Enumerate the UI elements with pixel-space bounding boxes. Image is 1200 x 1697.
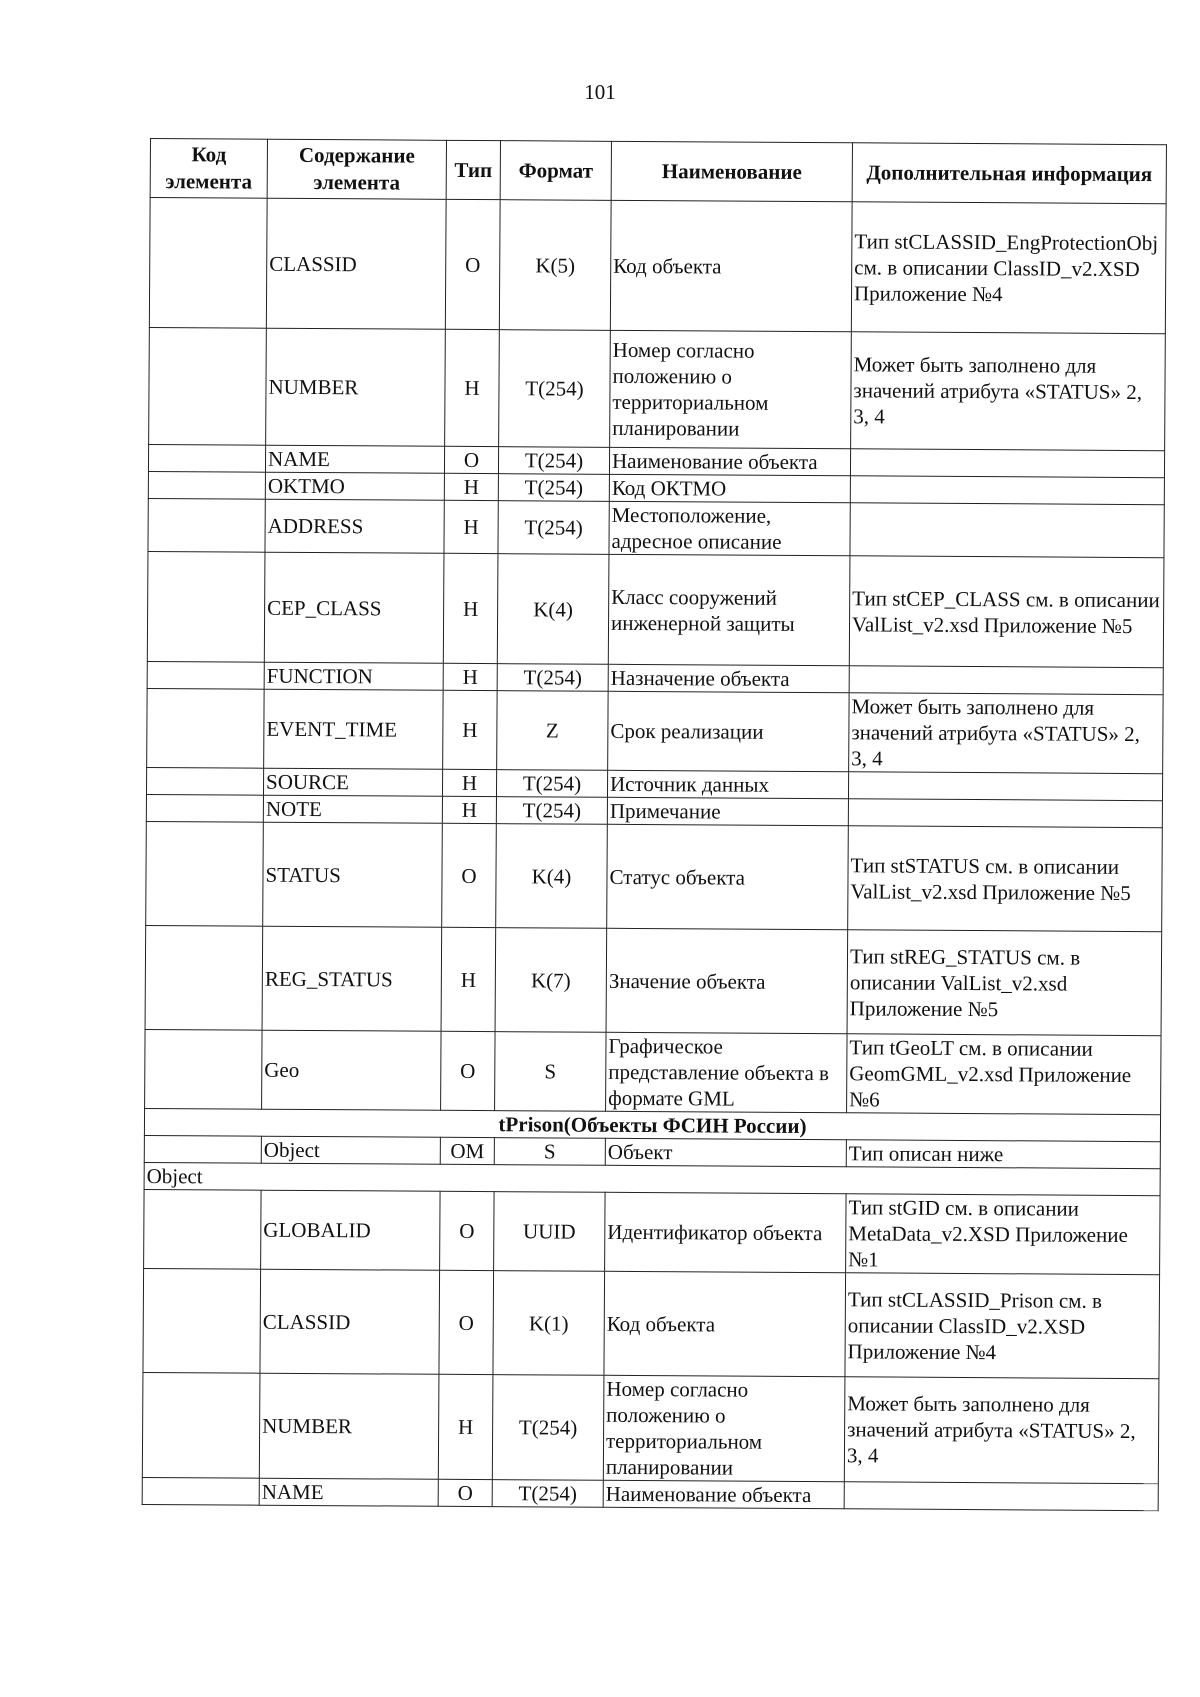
cell-type: Н <box>442 796 496 823</box>
cell-name: Номер согласно положению о территориальном планировании <box>603 1375 845 1481</box>
cell-extra: Тип stSTATUS см. в описании ValList_v2.xsd Приложение №5 <box>848 826 1163 932</box>
cell-extra <box>848 772 1162 801</box>
cell-code <box>144 1189 261 1269</box>
cell-content: EVENT_TIME <box>264 689 443 769</box>
cell-format: S <box>495 1032 606 1112</box>
cell-format: T(254) <box>498 501 609 555</box>
cell-format: K(4) <box>497 554 609 665</box>
cell-name: Графическое представление объекта в формате GML <box>606 1032 847 1112</box>
cell-format: K(1) <box>493 1271 605 1376</box>
cell-content: STATUS <box>263 822 443 927</box>
cell-name: Статус объекта <box>607 824 849 929</box>
cell-name: Класс сооружений инженерной защиты <box>608 554 850 665</box>
cell-type: О <box>438 1479 492 1506</box>
cell-code <box>145 925 263 1030</box>
table-row <box>146 821 1163 931</box>
cell-name: Срок реализации <box>608 691 849 771</box>
cell-content: NAME <box>265 445 444 473</box>
cell-type: Н <box>445 329 500 446</box>
cell-type: Н <box>443 553 498 663</box>
cell-extra <box>848 799 1162 828</box>
cell-code <box>147 688 264 768</box>
cell-type: Н <box>441 927 496 1031</box>
cell-extra <box>850 476 1164 505</box>
cell-content: Geo <box>262 1030 441 1110</box>
cell-type: Н <box>444 473 498 500</box>
cell-name: Идентификатор объекта <box>605 1192 846 1272</box>
cell-format: T(254) <box>492 1375 604 1481</box>
table-row <box>148 498 1164 557</box>
cell-code <box>147 551 265 662</box>
table-header-row <box>150 139 1166 204</box>
cell-code <box>143 1268 261 1373</box>
header-type: Тип <box>446 140 500 199</box>
header-code: Код элемента <box>150 139 267 199</box>
cell-content: FUNCTION <box>264 662 443 690</box>
table-row <box>147 551 1164 667</box>
cell-name: Наименование объекта <box>609 447 850 475</box>
cell-extra: Тип stCLASSID_Prison см. в описании ClassID_v2.XSD Приложение №4 <box>845 1273 1160 1379</box>
table-row <box>149 198 1166 334</box>
cell-format: T(254) <box>498 474 609 502</box>
table-row <box>144 1189 1160 1274</box>
cell-extra: Может быть заполнено для значений атрибута «STATUS» 2, 3, 4 <box>851 332 1166 451</box>
cell-name: Код объекта <box>604 1271 846 1376</box>
cell-extra <box>850 449 1164 478</box>
cell-content: GLOBALID <box>261 1190 440 1270</box>
cell-format: T(254) <box>492 1480 603 1508</box>
cell-format: T(254) <box>497 664 608 692</box>
page-number: 101 <box>584 80 616 104</box>
cell-type: Н <box>442 769 496 796</box>
cell-extra: Тип tGeoLT см. в описании GeomGML_v2.xsd Приложение №6 <box>847 1034 1161 1115</box>
cell-content: NUMBER <box>266 328 446 446</box>
table-body-a <box>145 198 1167 1115</box>
cell-type: Н <box>438 1374 493 1479</box>
table-row <box>143 1268 1160 1378</box>
header-name: Наименование <box>611 141 852 201</box>
cell-format: Z <box>497 691 608 771</box>
cell-code <box>142 1372 260 1478</box>
cell-content: CLASSID <box>266 198 446 329</box>
cell-content: REG_STATUS <box>262 926 442 1031</box>
cell-content: NUMBER <box>259 1373 439 1479</box>
spec-table-wrapper <box>142 138 1166 1511</box>
cell-extra: Тип stREG_STATUS см. в описании ValList_v2.xsd Приложение №5 <box>847 930 1162 1036</box>
cell-code <box>148 444 265 472</box>
cell-code <box>142 1477 259 1505</box>
cell-format: K(4) <box>496 824 608 929</box>
table-row <box>142 1372 1159 1483</box>
cell-format: T(254) <box>498 447 609 475</box>
table-body-b <box>142 1189 1160 1510</box>
cell-format: T(254) <box>496 797 607 825</box>
cell-extra: Тип stCLASSID_EngProtectionObj см. в описании ClassID_v2.XSD Приложение №4 <box>851 202 1166 334</box>
cell-name: Местоположение, адресное описание <box>609 501 850 555</box>
cell-type: О <box>444 446 498 473</box>
cell-content: Object <box>261 1136 440 1164</box>
cell-content: NOTE <box>263 795 442 823</box>
cell-type: ОМ <box>440 1137 494 1164</box>
cell-type: О <box>445 199 500 329</box>
table-row <box>142 1477 1158 1510</box>
cell-format: K(5) <box>499 200 611 331</box>
header-extra: Дополнительная информация <box>852 143 1166 204</box>
cell-code <box>149 198 267 329</box>
cell-name: Примечание <box>607 797 848 825</box>
cell-content: ADDRESS <box>265 499 444 553</box>
cell-name: Объект <box>605 1138 846 1166</box>
cell-code <box>146 794 263 822</box>
cell-format: S <box>494 1138 605 1166</box>
cell-extra <box>844 1482 1158 1511</box>
cell-format: T(254) <box>499 330 611 448</box>
cell-name: Источник данных <box>607 770 848 798</box>
cell-name: Значение объекта <box>606 928 848 1033</box>
cell-format: UUID <box>494 1192 605 1272</box>
cell-content: SOURCE <box>263 768 442 796</box>
cell-extra: Может быть заполнено для значений атрибута «STATUS» 2, 3, 4 <box>844 1377 1159 1484</box>
header-content: Содержание элемента <box>267 139 446 199</box>
cell-extra: Тип stGID см. в описании MetaData_v2.XSD Приложение №1 <box>846 1194 1160 1275</box>
cell-content: CLASSID <box>260 1269 440 1374</box>
cell-code <box>147 661 264 689</box>
cell-name: Назначение объекта <box>608 664 849 692</box>
cell-code <box>149 327 267 445</box>
cell-type: О <box>441 1031 495 1110</box>
cell-name: Код объекта <box>610 200 852 331</box>
cell-content: OKTMO <box>265 472 444 500</box>
cell-extra: Тип stCEP_CLASS см. в описании ValList_v2.xsd Приложение №5 <box>849 556 1164 668</box>
cell-code <box>148 471 265 499</box>
cell-type: О <box>442 823 497 927</box>
cell-type: О <box>440 1191 494 1270</box>
cell-type: Н <box>444 500 498 553</box>
cell-format: K(7) <box>495 928 607 1033</box>
cell-type: Н <box>443 690 497 769</box>
cell-extra: Тип описан ниже <box>846 1140 1160 1169</box>
cell-code <box>144 1135 261 1163</box>
header-format: Формат <box>500 141 611 201</box>
cell-code <box>146 767 263 795</box>
cell-extra <box>849 666 1163 695</box>
cell-code <box>148 498 265 552</box>
section-title: tPrison(Объекты ФСИН России) <box>144 1108 1160 1141</box>
cell-name: Наименование объекта <box>603 1480 844 1508</box>
cell-content: CEP_CLASS <box>264 552 444 663</box>
table-row <box>149 327 1166 450</box>
object-label: Object <box>144 1162 1160 1195</box>
cell-format: T(254) <box>496 770 607 798</box>
table-row <box>145 1029 1161 1114</box>
table-row <box>147 688 1163 773</box>
cell-type: О <box>439 1270 494 1374</box>
cell-type: Н <box>443 663 497 690</box>
cell-content: NAME <box>259 1478 438 1506</box>
cell-extra <box>850 503 1164 558</box>
spec-table <box>142 138 1167 1511</box>
cell-code <box>145 1029 262 1109</box>
table-row <box>145 925 1162 1035</box>
cell-code <box>146 821 264 926</box>
section-block <box>144 1108 1160 1195</box>
cell-extra: Может быть заполнено для значений атрибута «STATUS» 2, 3, 4 <box>849 693 1163 774</box>
cell-name: Код ОКТМО <box>609 474 850 502</box>
cell-name: Номер согласно положению о территориальном планировании <box>610 330 852 448</box>
